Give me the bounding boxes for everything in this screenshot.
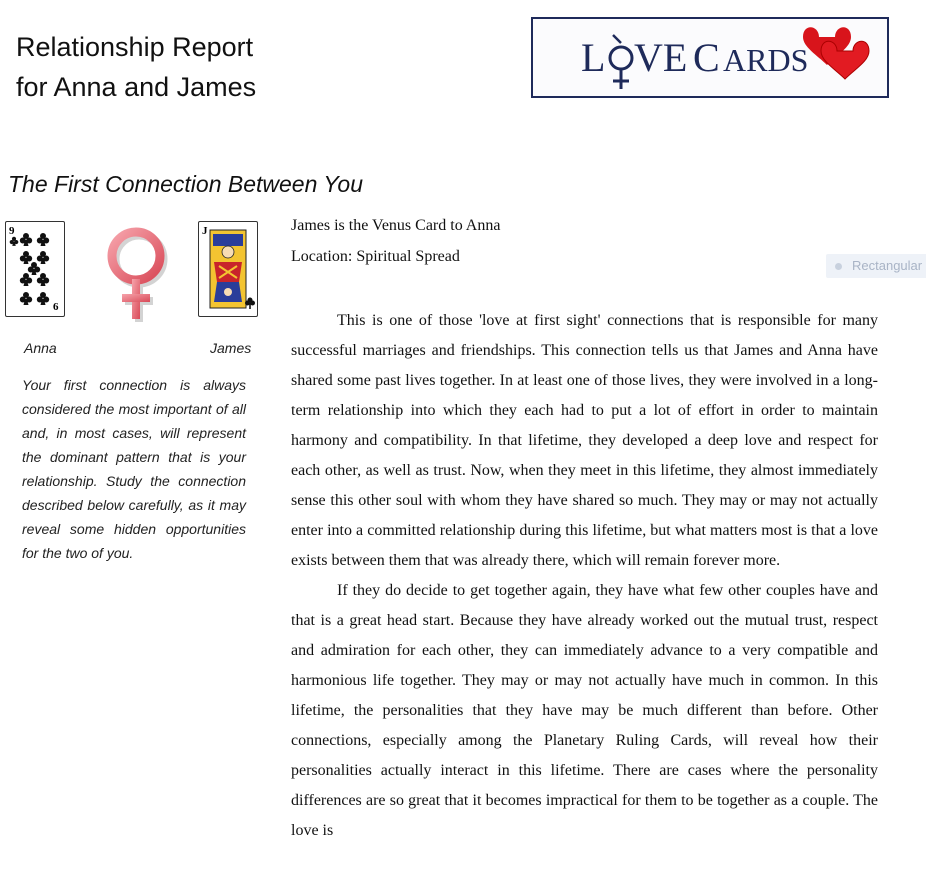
jack-face-icon [199, 222, 256, 315]
intro-paragraph: Your first connection is always considered the most important of all and, in most cases, will represent the dominant pattern that is your relationship. Study the connection described below carefully, as it may reveal some hidden opportunities for the two of you. [22, 377, 246, 561]
love-cards-logo [531, 17, 889, 98]
partner-name-anna: Anna [24, 340, 57, 356]
logo-venus-o-icon [610, 35, 632, 89]
logo-text-ards: ARDS [723, 42, 809, 78]
report-title-line-2: for Anna and James [16, 72, 257, 102]
card-rank-top-jack: J [202, 225, 208, 237]
partner-name-james: James [210, 340, 252, 356]
section-heading: The First Connection Between You [8, 171, 364, 197]
logo-graphic [533, 19, 887, 96]
connection-location: Location: Spiritual Spread [291, 248, 460, 265]
club-pips-icon [6, 222, 63, 315]
tag-dot-icon [835, 263, 842, 270]
logo-text-ve: VE [634, 35, 688, 80]
rectangular-tag-label: Rectangular [852, 258, 923, 273]
report-title-line-1: Relationship Report [16, 32, 254, 62]
connection-description [291, 306, 878, 846]
venus-symbol-icon [96, 222, 180, 326]
logo-text-c: C [693, 35, 720, 80]
report-title [16, 27, 256, 107]
nine-of-clubs-card [5, 221, 65, 317]
logo-text-l: L [581, 35, 606, 80]
description-paragraph-1: This is one of those 'love at first sight' connections that is responsible for many successful marriages and friendships. This connection tells us that James and Anna have shared some past lives together. In at least one of those lives, they were involved in a long-term relationship into which they each had to put a lot of effort in order to maintain harmony and compatibility. In that lifetime, they developed a deep love and respect for each other, as well as trust. Now, when they meet in this lifetime, they almost immediately sense this other soul with whom they have shared so much. They may or may not actually enter into a committed relationship during this lifetime, but what matters most is that a love exists between them that was already there, which will remain forever more. [291, 312, 878, 569]
card-rank-bottom: 6 [53, 301, 59, 313]
jack-of-clubs-card [198, 221, 258, 317]
connection-title: James is the Venus Card to Anna [291, 217, 501, 234]
description-paragraph-2: If they do decide to get together again, they have what few other couples have and that is a great head start. Because they have already worked out the mutual trust, respect and admiration for each other, they can immediately advance to a very compatible and harmonious life together. They may or may not actually have much in common. In this lifetime, the personalities that they have may be much different than before. Other connections, especially among the Planetary Ruling Cards, will reveal how their personalities actually interact in this lifetime. There are cases where the personality differences are so great that it becomes impractical for them to be together as a couple. The love is [291, 582, 878, 839]
double-heart-icon [803, 27, 869, 79]
rectangular-tool-tag[interactable] [826, 254, 926, 278]
card-rank-top: 9 [9, 225, 15, 237]
